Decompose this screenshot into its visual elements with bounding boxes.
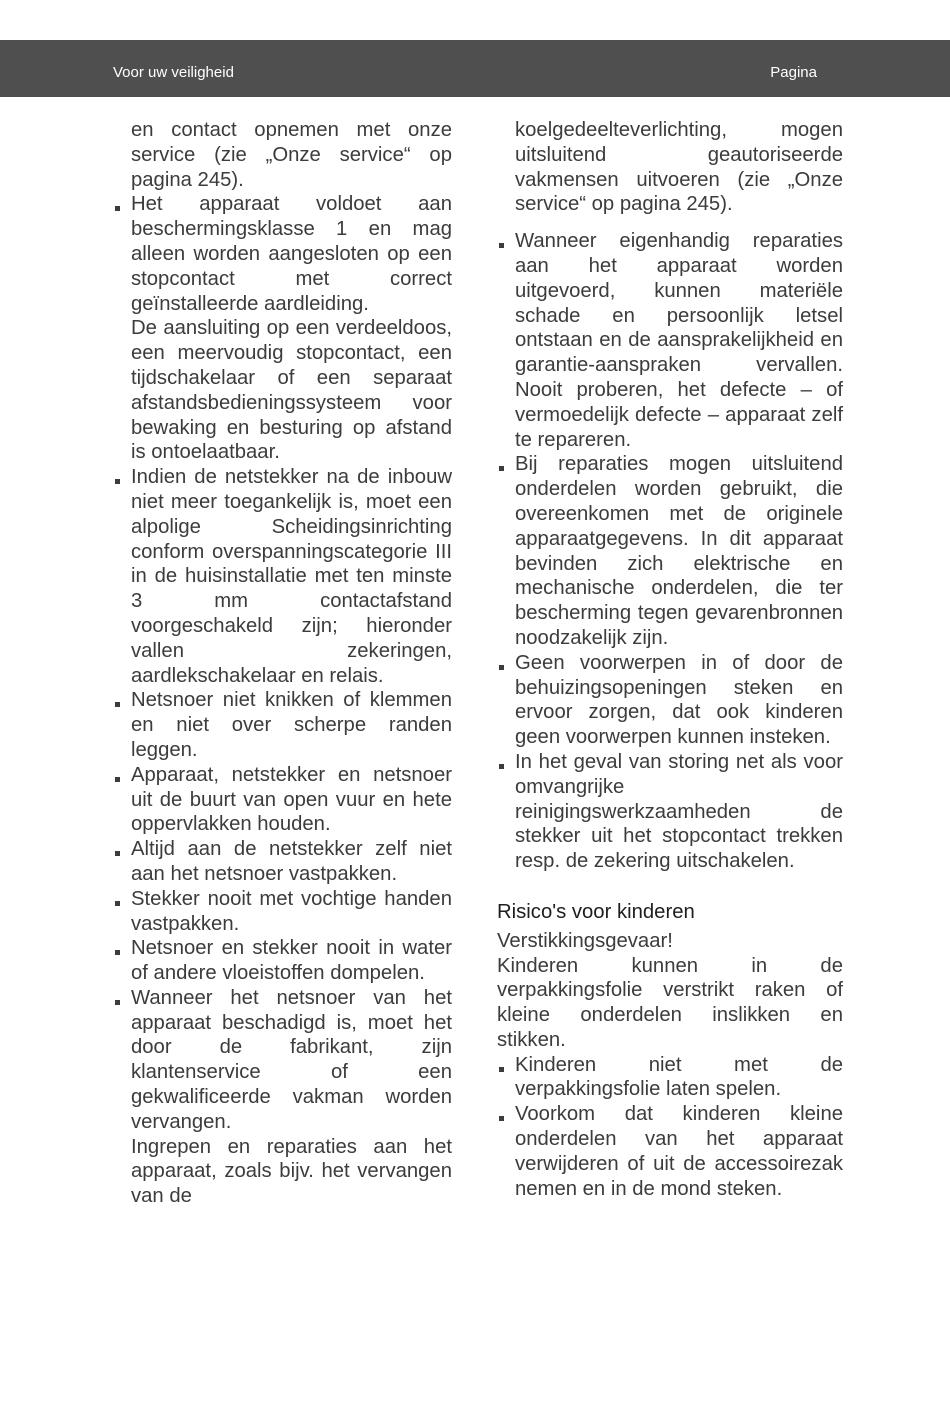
bullet-icon (115, 901, 120, 906)
list-item (113, 688, 452, 762)
header-page-label: Pagina (770, 64, 817, 81)
bullet-icon (499, 665, 504, 670)
list-item (113, 192, 452, 465)
page-header (0, 40, 950, 97)
list-item (113, 837, 452, 887)
bullet-icon (115, 479, 120, 484)
list-item-extra: De aansluiting op een verdeeldoos, een meervoudig stopcontact, een tijdschakelaar of een separaat afstandsbedieningssysteem voor bewaking en besturing op afstand is ontoelaatbaar. (131, 317, 452, 464)
bullet-icon (499, 764, 504, 769)
header-section-title: Voor uw veiligheid (113, 64, 234, 81)
list-item-text: Netsnoer en stekker nooit in water of andere vloeistoffen dompelen. (131, 937, 452, 985)
list-item (113, 763, 452, 837)
bullet-icon (115, 777, 120, 782)
bullet-icon (115, 206, 120, 211)
list-item-text: In het geval van storing net als voor omvangrijke reinigingswerkzaamheden de stekker uit het stopcontact trekken resp. de zekering uitschakelen. (515, 750, 843, 873)
section-heading: Risico's voor kinderen (497, 900, 695, 923)
intro-paragraph: en contact opnemen met onze service (zie „Onze service“ op pagina 245). (131, 119, 452, 191)
bullet-icon (499, 1067, 504, 1072)
list-item-text: Wanneer het netsnoer van het apparaat beschadigd is, moet het door de fabrikant, zijn klantenservice of een gekwalificeerde vakman worden vervangen. (131, 986, 452, 1133)
right-column (497, 118, 843, 1201)
bullet-icon (115, 950, 120, 955)
left-column (113, 118, 452, 1209)
list-item (497, 651, 843, 750)
bullet-icon (115, 851, 120, 856)
list-item-text: Wanneer eigenhandig reparaties aan het apparaat worden uitgevoerd, kunnen materiële schade en persoonlijk letsel ontstaan en de aansprakelijkheid en garantie-aanspraken vervallen. Nooit proberen, het defecte – of vermoedelijk defecte – apparaat zelf te repareren. (515, 230, 843, 451)
list-item-text: Apparaat, netstekker en netsnoer uit de buurt van open vuur en hete oppervlakken houden. (131, 763, 452, 836)
list-item-text: Voorkom dat kinderen kleine onderdelen van het apparaat verwijderen of uit de accessoirezak nemen en in de mond steken. (515, 1103, 843, 1200)
list-item (497, 1053, 843, 1103)
intro-paragraph: koelgedeelteverlichting, mogen uitsluitend geautoriseerde vakmensen uitvoeren (zie „Onze service“ op pagina 245). (515, 119, 843, 216)
list-item-text: Indien de netstekker na de inbouw niet meer toegankelijk is, moet een alpolige Scheidingsinrichting conform overspanningscategorie III in de huisinstallatie met ten minste 3 mm contactafstand voorgeschakeld zijn; hieronder vallen zekeringen, aardlekschakelaar en relais. (131, 466, 452, 687)
list-item-text: Het apparaat voldoet aan beschermingsklasse 1 en mag alleen worden aangesloten op een stopcontact met correct geïnstalleerde aardleiding. (131, 193, 452, 315)
bullet-icon (115, 1000, 120, 1005)
list-item (113, 936, 452, 986)
list-item (497, 750, 843, 874)
list-item (497, 229, 843, 452)
list-item-text: Altijd aan de netstekker zelf niet aan het netsnoer vastpakken. (131, 838, 452, 885)
list-item (113, 887, 452, 937)
list-item-extra: Ingrepen en reparaties aan het apparaat, zoals bijv. het vervangen van de (131, 1135, 452, 1208)
list-item (497, 1102, 843, 1201)
list-item (113, 986, 452, 1209)
bullet-icon (115, 702, 120, 707)
list-item-text: Bij reparaties mogen uitsluitend onderdelen worden gebruikt, die overeenkomen met de originele apparaatgegevens. In dit apparaat bevinden zich elektrische en mechanische onderdelen, die ter bescherming tegen gevarenbronnen noodzakelijk zijn. (515, 453, 843, 649)
section-paragraph: Kinderen kunnen in de verpakkingsfolie verstrikt raken of kleine onderdelen inslikken en stikken. (497, 954, 843, 1051)
section-subheading: Verstikkingsgevaar! (497, 929, 673, 952)
bullet-icon (499, 243, 504, 248)
list-item (497, 452, 843, 650)
bullet-icon (499, 466, 504, 471)
list-item-text: Kinderen niet met de verpakkingsfolie laten spelen. (515, 1053, 843, 1101)
list-item-text: Stekker nooit met vochtige handen vastpakken. (131, 887, 452, 935)
bullet-icon (499, 1116, 504, 1121)
list-item-text: Geen voorwerpen in of door de behuizingsopeningen steken en ervoor zorgen, dat ook kinderen geen voorwerpen kunnen insteken. (515, 651, 843, 749)
list-item-text: Netsnoer niet knikken of klemmen en niet over scherpe randen leggen. (131, 689, 452, 761)
list-item (113, 465, 452, 688)
